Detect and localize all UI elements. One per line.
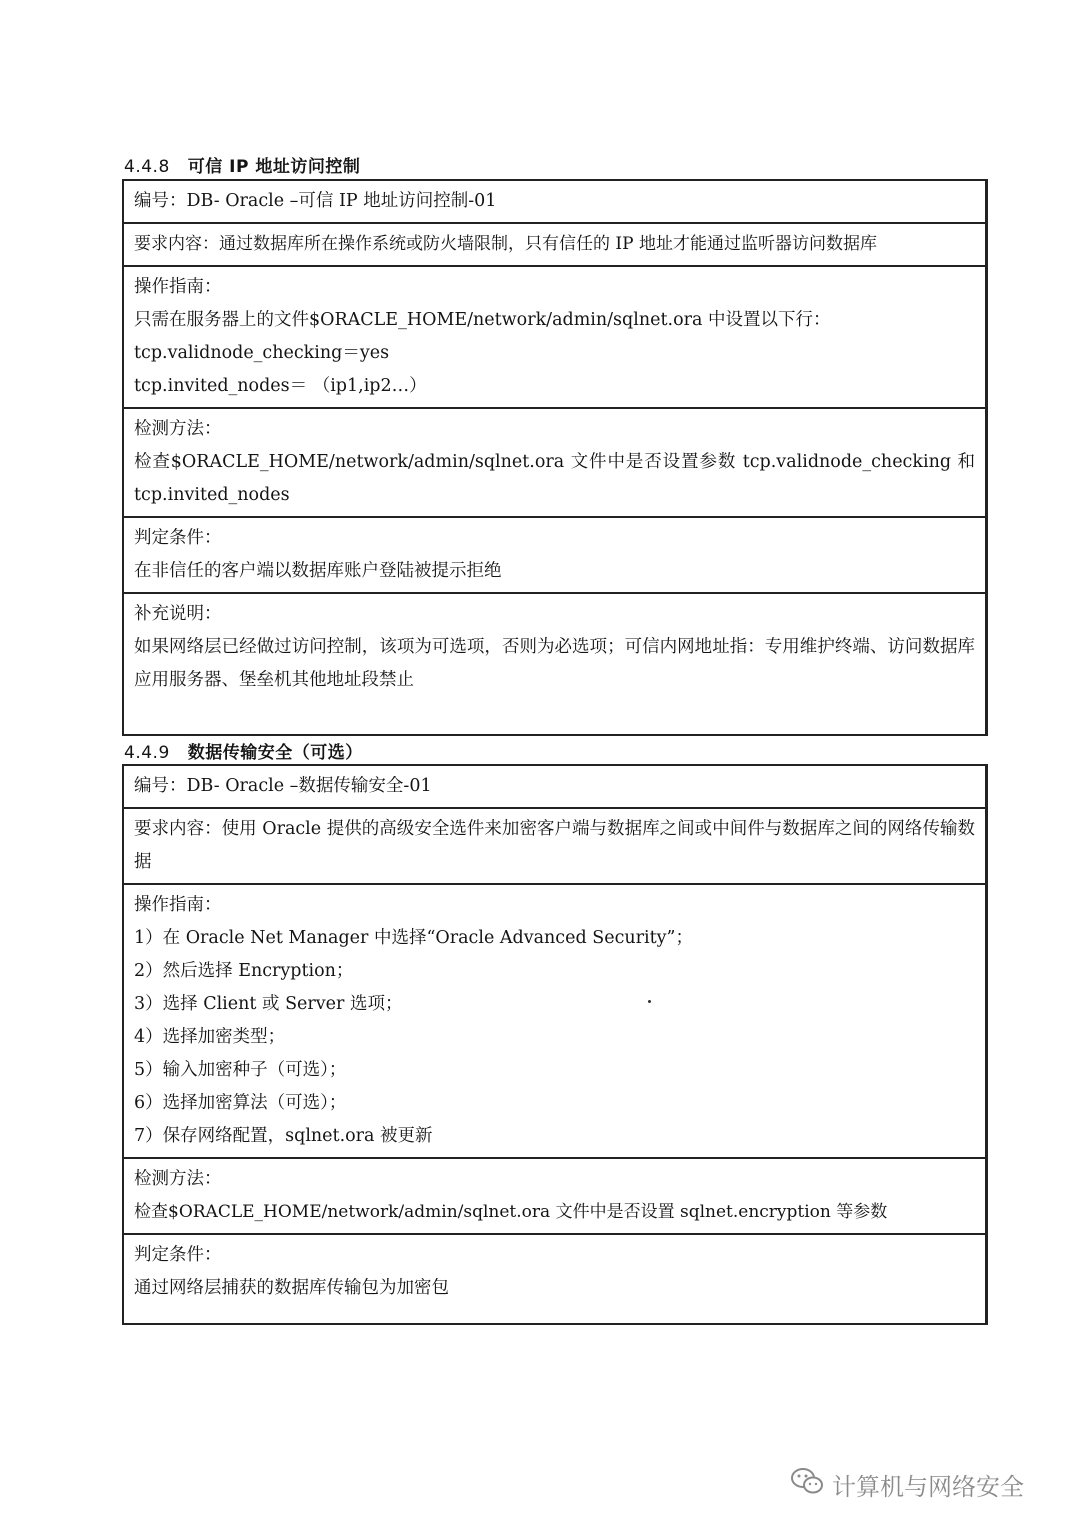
id-text: 编号：DB- Oracle –可信 IP 地址访问控制-01	[134, 191, 497, 211]
guide-step: 5）输入加密种子（可选）；	[134, 1060, 347, 1080]
requirement-row	[124, 809, 985, 885]
section-title: 数据传输安全（可选）	[187, 743, 363, 763]
check-text-line2: tcp.invited_nodes	[134, 485, 290, 505]
judge-row	[124, 518, 985, 594]
section-heading-448	[124, 152, 360, 177]
id-row	[124, 766, 985, 809]
note-label: 补充说明：	[134, 604, 222, 624]
requirement-row	[124, 224, 985, 267]
judge-label: 判定条件：	[134, 1245, 222, 1265]
guide-row	[124, 885, 985, 1159]
judge-text: 通过网络层捕获的数据库传输包为加密包	[134, 1278, 449, 1298]
section-number: 4.4.8	[124, 157, 170, 177]
requirement-text: 要求内容：使用 Oracle 提供的高级安全选件来加密客户端与数据库之间或中间件与数据库之间的网络传输数据	[134, 819, 975, 872]
note-row	[124, 594, 985, 734]
check-text-line1: 检查$ORACLE_HOME/network/admin/sqlnet.ora 文件中是否设置参数 tcp.validnode_checking 和	[134, 452, 975, 472]
guide-line: tcp.validnode_checking＝yes	[134, 343, 390, 363]
id-text: 编号：DB- Oracle –数据传输安全-01	[134, 776, 432, 796]
requirement-text: 要求内容：通过数据库所在操作系统或防火墙限制，只有信任的 IP 地址才能通过监听器访问数据库	[134, 234, 877, 254]
guide-step: 4）选择加密类型；	[134, 1027, 286, 1047]
spec-table-transport-security	[122, 764, 988, 1325]
check-label: 检测方法：	[134, 419, 222, 439]
watermark	[790, 1466, 1024, 1502]
guide-label: 操作指南：	[134, 277, 222, 297]
check-row	[124, 1159, 985, 1235]
spec-table-ip-access	[122, 179, 988, 736]
guide-step: 1）在 Oracle Net Manager 中选择“Oracle Advanced Security”；	[134, 928, 693, 948]
note-text: 如果网络层已经做过访问控制，该项为可选项，否则为必选项；可信内网地址指：专用维护终端、访问数据库应用服务器、堡垒机其他地址段禁止	[134, 637, 975, 690]
guide-step: 2）然后选择 Encryption；	[134, 961, 354, 981]
check-row	[124, 409, 985, 518]
guide-step: 7）保存网络配置，sqlnet.ora 被更新	[134, 1126, 433, 1146]
judge-label: 判定条件：	[134, 528, 222, 548]
guide-step: 3）选择 Client 或 Server 选项；	[134, 994, 403, 1014]
watermark-text: 计算机与网络安全	[832, 1472, 1024, 1501]
guide-step: 6）选择加密算法（可选）；	[134, 1093, 347, 1113]
judge-row	[124, 1235, 985, 1323]
id-row	[124, 181, 985, 224]
wechat-icon	[790, 1466, 824, 1502]
check-label: 检测方法：	[134, 1169, 222, 1189]
section-title: 可信 IP 地址访问控制	[187, 157, 361, 177]
section-number: 4.4.9	[124, 743, 170, 763]
guide-line: 只需在服务器上的文件$ORACLE_HOME/network/admin/sqlnet.ora 中设置以下行：	[134, 310, 831, 330]
scan-speck	[648, 1000, 651, 1003]
check-text: 检查$ORACLE_HOME/network/admin/sqlnet.ora 文件中是否设置 sqlnet.encryption 等参数	[134, 1202, 888, 1222]
guide-row	[124, 267, 985, 409]
judge-text: 在非信任的客户端以数据库账户登陆被提示拒绝	[134, 561, 502, 581]
guide-line: tcp.invited_nodes＝ （ip1,ip2…）	[134, 376, 427, 396]
section-heading-449	[124, 738, 363, 763]
guide-label: 操作指南：	[134, 895, 222, 915]
